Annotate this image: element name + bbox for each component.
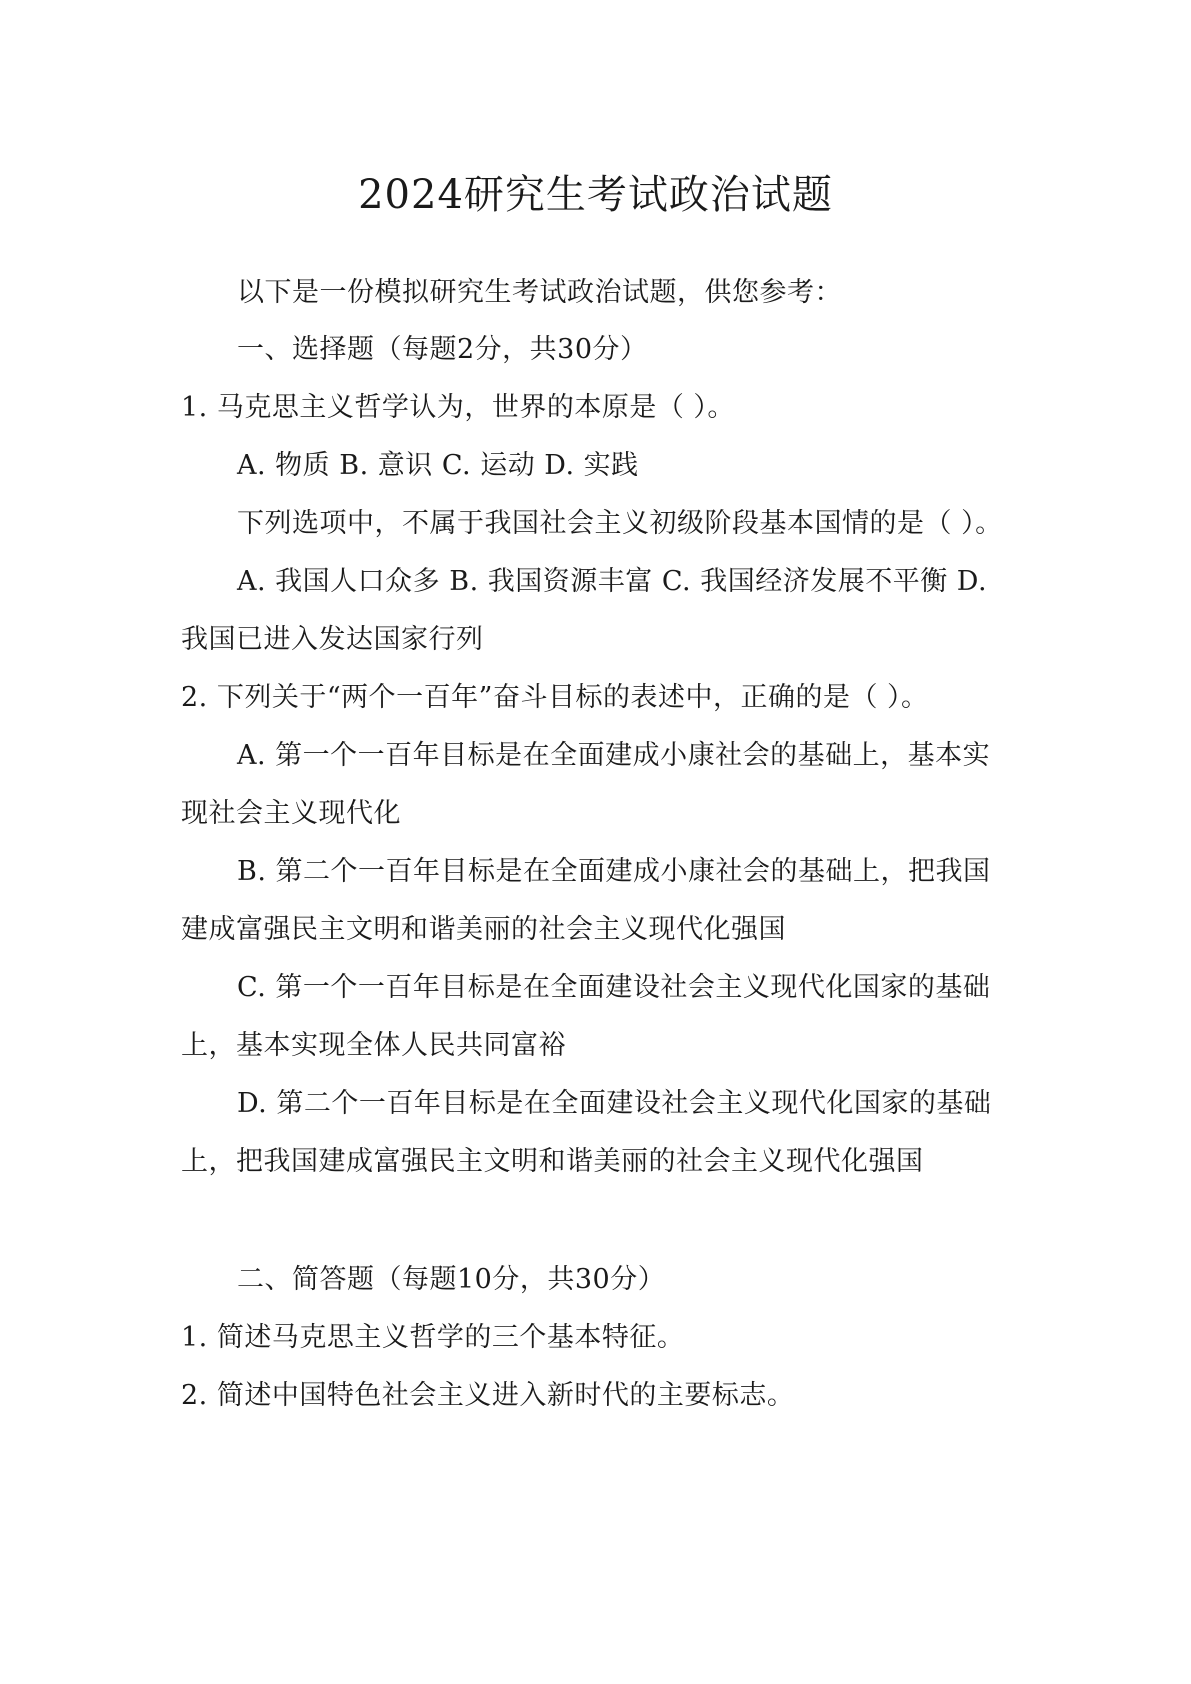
question-1-options: A. 物质 B. 意识 C. 运动 D. 实践 [237, 450, 639, 481]
question-2-option-a-line2: 现社会主义现代化 [181, 798, 401, 829]
question-2-option-d-line1: D. 第二个一百年目标是在全面建设社会主义现代化国家的基础 [237, 1088, 992, 1119]
section2-heading: 二、简答题（每题10分，共30分） [237, 1264, 666, 1295]
question-2-option-d-line2: 上，把我国建成富强民主文明和谐美丽的社会主义现代化强国 [181, 1146, 924, 1177]
question-2-option-b-line2: 建成富强民主文明和谐美丽的社会主义现代化强国 [181, 914, 786, 945]
question-2-option-c-line1: C. 第一个一百年目标是在全面建设社会主义现代化国家的基础 [237, 972, 991, 1003]
question-2-option-c-line2: 上，基本实现全体人民共同富裕 [181, 1030, 566, 1061]
question-2-stem: 2. 下列关于“两个一百年”奋斗目标的表述中，正确的是（ ）。 [181, 682, 929, 713]
question-2-option-a-line1: A. 第一个一百年目标是在全面建成小康社会的基础上，基本实 [237, 740, 991, 771]
question-2-option-b-line1: B. 第二个一百年目标是在全面建成小康社会的基础上，把我国 [237, 856, 991, 887]
document-title: 2024研究生考试政治试题 [358, 172, 833, 218]
short-answer-1: 1. 简述马克思主义哲学的三个基本特征。 [181, 1322, 685, 1353]
question-unnumbered-stem: 下列选项中，不属于我国社会主义初级阶段基本国情的是（ ）。 [237, 508, 1003, 539]
question-unnumbered-options-line1: A. 我国人口众多 B. 我国资源丰富 C. 我国经济发展不平衡 D. [237, 566, 988, 597]
section1-heading: 一、选择题（每题2分，共30分） [237, 334, 648, 365]
intro-text: 以下是一份模拟研究生考试政治试题，供您参考： [237, 277, 842, 308]
question-1-stem: 1. 马克思主义哲学认为，世界的本原是（ ）。 [181, 392, 735, 423]
short-answer-2: 2. 简述中国特色社会主义进入新时代的主要标志。 [181, 1380, 795, 1411]
question-unnumbered-options-line2: 我国已进入发达国家行列 [181, 624, 484, 655]
